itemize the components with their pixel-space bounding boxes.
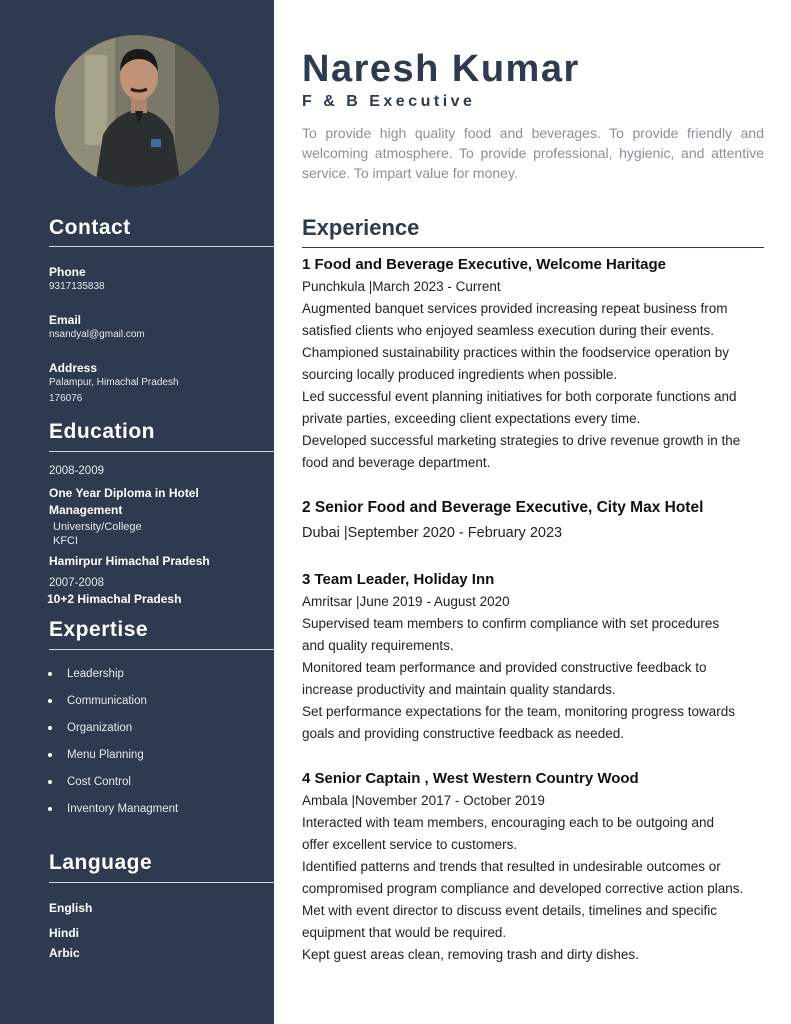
job-meta: Punchkula |March 2023 - Current bbox=[302, 279, 501, 294]
job-meta: Amritsar |June 2019 - August 2020 bbox=[302, 594, 510, 609]
bullet-icon bbox=[48, 699, 52, 703]
education-divider bbox=[49, 451, 274, 452]
education-1-years: 2008-2009 bbox=[49, 465, 104, 477]
job-description-line: Developed successful marketing strategies to drive revenue growth in the bbox=[302, 433, 741, 448]
job-description-line: equipment that would be required. bbox=[302, 925, 507, 940]
language-hindi: Hindi bbox=[49, 926, 79, 940]
address-line-1: Palampur, Himachal Pradesh bbox=[49, 377, 179, 388]
phone-label: Phone bbox=[49, 265, 86, 279]
job-description-line: Kept guest areas clean, removing trash and dirty dishes. bbox=[302, 947, 639, 962]
education-heading: Education bbox=[49, 420, 156, 443]
language-arbic: Arbic bbox=[49, 946, 80, 960]
experience-heading: Experience bbox=[302, 215, 420, 240]
job-description-line: Led successful event planning initiatives for both corporate functions and bbox=[302, 389, 737, 404]
email-label: Email bbox=[49, 313, 82, 327]
education-1-location: Hamirpur Himachal Pradesh bbox=[49, 554, 210, 568]
job-description-line: Met with event director to discuss event details, timelines and specific bbox=[302, 903, 717, 918]
address-line-2: 176076 bbox=[49, 393, 83, 404]
job-title: 1 Food and Beverage Executive, Welcome Haritage bbox=[302, 256, 667, 273]
expertise-item: Cost Control bbox=[46, 772, 178, 799]
contact-heading: Contact bbox=[49, 216, 131, 239]
profile-photo bbox=[55, 35, 219, 187]
job-title: 2 Senior Food and Beverage Executive, City Max Hotel bbox=[302, 499, 704, 516]
expertise-item: Organization bbox=[46, 718, 178, 745]
expertise-item: Menu Planning bbox=[46, 745, 178, 772]
job-description-line: Interacted with team members, encouraging each to be outgoing and bbox=[302, 815, 715, 830]
expertise-divider bbox=[49, 649, 274, 650]
profile-photo-image bbox=[55, 35, 219, 187]
language-heading: Language bbox=[49, 851, 153, 874]
contact-divider bbox=[49, 246, 274, 247]
job-title: 4 Senior Captain , West Western Country Wood bbox=[302, 770, 639, 787]
job-description-line: Championed sustainability practices within the foodservice operation by bbox=[302, 345, 729, 360]
job-description-line: increase productivity and maintain quality standards. bbox=[302, 682, 616, 697]
job-description-line: food and beverage department. bbox=[302, 455, 491, 470]
job-description-line: and quality requirements. bbox=[302, 638, 454, 653]
job-description-line: Supervised team members to confirm compliance with set procedures bbox=[302, 616, 720, 631]
job-description-line: offer excellent service to customers. bbox=[302, 837, 518, 852]
job-entry-2 bbox=[302, 496, 780, 546]
job-description-line: Augmented banquet services provided increasing repeat business from bbox=[302, 301, 728, 316]
education-2-title: 10+2 Himachal Pradesh bbox=[47, 592, 182, 606]
candidate-role: F & B Executive bbox=[302, 93, 476, 110]
education-1-title-line-1: One Year Diploma in Hotel bbox=[49, 486, 199, 500]
job-description-line: satisfied clients who enjoyed seamless execution during their events. bbox=[302, 323, 714, 338]
objective-text: To provide high quality food and beverages. To provide friendly and welcoming atmosphere. To provide professional, hygienic, and attentive service. To impart value for money. bbox=[302, 125, 764, 181]
bullet-icon bbox=[48, 726, 52, 730]
job-description-line: sourcing locally produced ingredients when possible. bbox=[302, 367, 618, 382]
bullet-icon bbox=[48, 780, 52, 784]
language-divider bbox=[49, 882, 274, 883]
job-meta: Dubai |September 2020 - February 2023 bbox=[302, 525, 563, 541]
job-meta: Ambala |November 2017 - October 2019 bbox=[302, 793, 545, 808]
job-title: 3 Team Leader, Holiday Inn bbox=[302, 571, 495, 588]
education-1-school-line-2: KFCI bbox=[53, 535, 79, 547]
address-label: Address bbox=[49, 361, 98, 375]
expertise-item: Inventory Managment bbox=[46, 799, 178, 826]
education-2-years: 2007-2008 bbox=[49, 577, 104, 589]
job-description-line: private parties, exceeding client expectations every time. bbox=[302, 411, 641, 426]
language-english: English bbox=[49, 901, 93, 915]
education-1-title-line-2: Management bbox=[49, 503, 123, 517]
expertise-list bbox=[46, 664, 178, 826]
job-description-line: goals and providing constructive feedback as needed. bbox=[302, 726, 624, 741]
bullet-icon bbox=[48, 672, 52, 676]
job-description-line: Monitored team performance and provided constructive feedback to bbox=[302, 660, 707, 675]
job-description-line: Set performance expectations for the team, monitoring progress towards bbox=[302, 704, 735, 719]
job-entry-3 bbox=[302, 569, 780, 745]
expertise-heading: Expertise bbox=[49, 618, 149, 641]
email-value: nsandyal@gmail.com bbox=[49, 329, 145, 340]
phone-value: 9317135838 bbox=[49, 281, 105, 292]
expertise-item: Leadership bbox=[46, 664, 178, 691]
expertise-item: Communication bbox=[46, 691, 178, 718]
bullet-icon bbox=[48, 753, 52, 757]
job-description-line: Identified patterns and trends that resulted in undesirable outcomes or bbox=[302, 859, 721, 874]
education-1-school-line-1: University/College bbox=[53, 521, 142, 533]
sidebar bbox=[0, 0, 274, 1024]
job-description-line: compromised program compliance and developed corrective action plans. bbox=[302, 881, 744, 896]
job-entry-4 bbox=[302, 768, 780, 966]
candidate-name: Naresh Kumar bbox=[302, 48, 580, 90]
job-entry-1 bbox=[302, 254, 780, 474]
experience-divider bbox=[302, 247, 764, 248]
bullet-icon bbox=[48, 807, 52, 811]
